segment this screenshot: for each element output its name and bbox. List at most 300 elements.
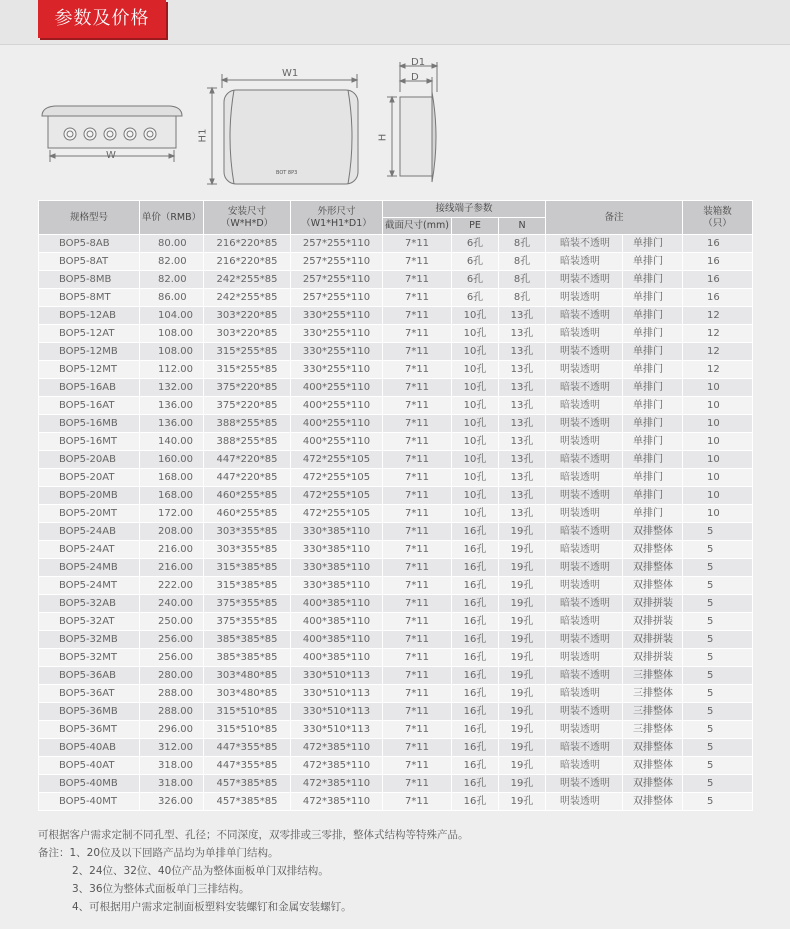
cell-remark-mount: 暗装不透明: [546, 523, 623, 541]
cell-remark-mount: 暗装透明: [546, 757, 623, 775]
cell-model: BOP5-20AT: [39, 469, 140, 487]
cell-remark-door: 双排整体: [623, 523, 683, 541]
cell-outer-size: 330*385*110: [291, 559, 383, 577]
cell-remark-door: 双排整体: [623, 775, 683, 793]
cell-install-size: 303*480*85: [204, 667, 291, 685]
cell-outer-size: 257*255*110: [291, 253, 383, 271]
cell-section: 7*11: [383, 307, 452, 325]
cell-remark-door: 单排门: [623, 235, 683, 253]
cell-price: 108.00: [140, 325, 204, 343]
cell-price: 108.00: [140, 343, 204, 361]
cell-remark-mount: 暗装透明: [546, 541, 623, 559]
cell-qty: 10: [683, 451, 753, 469]
table-row: [39, 289, 753, 307]
cell-model: BOP5-36AB: [39, 667, 140, 685]
cell-model: BOP5-40MB: [39, 775, 140, 793]
table-row: [39, 433, 753, 451]
cell-price: 82.00: [140, 271, 204, 289]
cell-install-size: 315*385*85: [204, 577, 291, 595]
cell-model: BOP5-36MT: [39, 721, 140, 739]
cell-model: BOP5-16AT: [39, 397, 140, 415]
cell-model: BOP5-8AB: [39, 235, 140, 253]
cell-section: 7*11: [383, 343, 452, 361]
cell-outer-size: 257*255*110: [291, 271, 383, 289]
header-qty: 装箱数 （只）: [683, 201, 753, 235]
cell-qty: 10: [683, 433, 753, 451]
cell-price: 82.00: [140, 253, 204, 271]
cell-pe: 16孔: [452, 667, 499, 685]
cell-n: 8孔: [499, 253, 546, 271]
cell-install-size: 315*255*85: [204, 361, 291, 379]
cell-pe: 10孔: [452, 487, 499, 505]
cell-n: 19孔: [499, 775, 546, 793]
cell-remark-mount: 明装不透明: [546, 487, 623, 505]
cell-section: 7*11: [383, 559, 452, 577]
cell-install-size: 375*355*85: [204, 595, 291, 613]
cell-outer-size: 330*255*110: [291, 325, 383, 343]
table-row: [39, 523, 753, 541]
cell-n: 19孔: [499, 541, 546, 559]
header-n: N: [499, 218, 546, 235]
cell-model: BOP5-32AB: [39, 595, 140, 613]
cell-section: 7*11: [383, 577, 452, 595]
cell-section: 7*11: [383, 685, 452, 703]
table-row: [39, 379, 753, 397]
cell-section: 7*11: [383, 325, 452, 343]
cell-remark-door: 三排整体: [623, 703, 683, 721]
dim-label-d1: D1: [411, 57, 426, 68]
cell-remark-door: 单排门: [623, 451, 683, 469]
cell-remark-mount: 明装不透明: [546, 271, 623, 289]
cell-install-size: 375*220*85: [204, 397, 291, 415]
cell-model: BOP5-16MT: [39, 433, 140, 451]
cell-pe: 16孔: [452, 577, 499, 595]
cell-model: BOP5-8MT: [39, 289, 140, 307]
cell-pe: 16孔: [452, 739, 499, 757]
cell-n: 19孔: [499, 721, 546, 739]
cell-section: 7*11: [383, 667, 452, 685]
cell-remark-door: 双排整体: [623, 793, 683, 811]
cell-section: 7*11: [383, 703, 452, 721]
cell-remark-door: 单排门: [623, 487, 683, 505]
cell-model: BOP5-20AB: [39, 451, 140, 469]
cell-section: 7*11: [383, 775, 452, 793]
cell-qty: 5: [683, 793, 753, 811]
cell-price: 216.00: [140, 541, 204, 559]
dim-label-w: W: [106, 150, 116, 161]
cell-outer-size: 400*255*110: [291, 415, 383, 433]
cell-pe: 16孔: [452, 631, 499, 649]
cell-model: BOP5-16MB: [39, 415, 140, 433]
cell-install-size: 242*255*85: [204, 271, 291, 289]
cell-model: BOP5-40AT: [39, 757, 140, 775]
cell-outer-size: 472*385*110: [291, 793, 383, 811]
table-row: [39, 505, 753, 523]
cell-price: 160.00: [140, 451, 204, 469]
cell-price: 312.00: [140, 739, 204, 757]
cell-pe: 10孔: [452, 361, 499, 379]
note-line: 2、24位、32位、40位产品为整体面板单门双排结构。: [72, 865, 329, 877]
cell-section: 7*11: [383, 541, 452, 559]
cell-outer-size: 400*385*110: [291, 649, 383, 667]
cell-section: 7*11: [383, 649, 452, 667]
cell-section: 7*11: [383, 631, 452, 649]
cell-install-size: 242*255*85: [204, 289, 291, 307]
cell-pe: 10孔: [452, 469, 499, 487]
cell-n: 13孔: [499, 433, 546, 451]
table-row: [39, 559, 753, 577]
cell-pe: 10孔: [452, 433, 499, 451]
cell-qty: 10: [683, 469, 753, 487]
cell-qty: 16: [683, 253, 753, 271]
cell-n: 8孔: [499, 271, 546, 289]
cell-n: 8孔: [499, 289, 546, 307]
cell-model: BOP5-24MT: [39, 577, 140, 595]
table-row: [39, 271, 753, 289]
cell-model: BOP5-24AB: [39, 523, 140, 541]
cell-pe: 6孔: [452, 235, 499, 253]
cell-remark-mount: 明装不透明: [546, 415, 623, 433]
cell-pe: 16孔: [452, 559, 499, 577]
cell-outer-size: 472*255*105: [291, 451, 383, 469]
cell-remark-door: 单排门: [623, 379, 683, 397]
cell-pe: 16孔: [452, 649, 499, 667]
cell-section: 7*11: [383, 793, 452, 811]
table-row: [39, 577, 753, 595]
table-row: [39, 739, 753, 757]
cell-n: 19孔: [499, 649, 546, 667]
cell-install-size: 447*220*85: [204, 451, 291, 469]
cell-price: 288.00: [140, 703, 204, 721]
table-row: [39, 703, 753, 721]
cell-section: 7*11: [383, 487, 452, 505]
cell-n: 19孔: [499, 685, 546, 703]
header-terminal: 接线端子参数: [383, 201, 546, 218]
table-row: [39, 793, 753, 811]
cell-model: BOP5-12AT: [39, 325, 140, 343]
cell-n: 13孔: [499, 325, 546, 343]
note-line: 可根据客户需求定制不同孔型、孔径；不同深度，双零排或三零排，整体式结构等特殊产品。: [38, 829, 469, 841]
cell-remark-mount: 暗装透明: [546, 613, 623, 631]
cell-price: 240.00: [140, 595, 204, 613]
section-title: 参数及价格: [38, 0, 166, 38]
dim-label-h: H: [377, 133, 389, 142]
cell-price: 280.00: [140, 667, 204, 685]
cell-remark-door: 单排门: [623, 307, 683, 325]
cell-price: 222.00: [140, 577, 204, 595]
header-install-size: 安装尺寸 （W*H*D）: [204, 201, 291, 235]
cell-qty: 5: [683, 739, 753, 757]
cell-price: 86.00: [140, 289, 204, 307]
cell-qty: 5: [683, 685, 753, 703]
cell-remark-mount: 明装不透明: [546, 631, 623, 649]
cell-section: 7*11: [383, 361, 452, 379]
cell-model: BOP5-36AT: [39, 685, 140, 703]
cell-price: 132.00: [140, 379, 204, 397]
cell-qty: 5: [683, 595, 753, 613]
cell-pe: 16孔: [452, 595, 499, 613]
cell-n: 19孔: [499, 595, 546, 613]
cell-pe: 16孔: [452, 685, 499, 703]
table-row: [39, 631, 753, 649]
cell-price: 140.00: [140, 433, 204, 451]
notes-section: [38, 826, 758, 916]
cell-qty: 5: [683, 757, 753, 775]
cell-section: 7*11: [383, 523, 452, 541]
cell-remark-mount: 暗装不透明: [546, 595, 623, 613]
cell-price: 172.00: [140, 505, 204, 523]
cell-install-size: 447*220*85: [204, 469, 291, 487]
table-row: [39, 307, 753, 325]
cell-remark-door: 三排整体: [623, 685, 683, 703]
cell-qty: 5: [683, 721, 753, 739]
cell-model: BOP5-40AB: [39, 739, 140, 757]
cell-qty: 12: [683, 343, 753, 361]
table-row: [39, 595, 753, 613]
cell-remark-mount: 暗装不透明: [546, 235, 623, 253]
cell-price: 168.00: [140, 487, 204, 505]
cell-install-size: 447*355*85: [204, 739, 291, 757]
cell-section: 7*11: [383, 397, 452, 415]
cell-model: BOP5-12MT: [39, 361, 140, 379]
cell-remark-door: 单排门: [623, 415, 683, 433]
cell-remark-door: 双排整体: [623, 739, 683, 757]
cell-remark-mount: 暗装不透明: [546, 451, 623, 469]
cell-outer-size: 330*510*113: [291, 667, 383, 685]
cell-remark-mount: 明装透明: [546, 793, 623, 811]
cell-remark-door: 双排拼装: [623, 613, 683, 631]
cell-price: 104.00: [140, 307, 204, 325]
cell-pe: 10孔: [452, 397, 499, 415]
cell-n: 19孔: [499, 703, 546, 721]
cell-remark-mount: 明装透明: [546, 289, 623, 307]
cell-model: BOP5-36MB: [39, 703, 140, 721]
cell-model: BOP5-12AB: [39, 307, 140, 325]
spec-price-table: [38, 200, 753, 811]
cell-pe: 10孔: [452, 451, 499, 469]
cell-n: 19孔: [499, 559, 546, 577]
table-row: [39, 469, 753, 487]
dimension-diagrams: [0, 52, 790, 198]
cell-price: 296.00: [140, 721, 204, 739]
cell-section: 7*11: [383, 433, 452, 451]
cell-install-size: 303*480*85: [204, 685, 291, 703]
cell-outer-size: 472*255*105: [291, 469, 383, 487]
cell-qty: 10: [683, 415, 753, 433]
cell-install-size: 375*355*85: [204, 613, 291, 631]
cell-install-size: 303*220*85: [204, 307, 291, 325]
cell-install-size: 315*255*85: [204, 343, 291, 361]
cell-n: 13孔: [499, 505, 546, 523]
header-price: 单价（RMB）: [140, 201, 204, 235]
cell-price: 318.00: [140, 775, 204, 793]
cell-price: 168.00: [140, 469, 204, 487]
cell-remark-mount: 明装透明: [546, 649, 623, 667]
cell-model: BOP5-32MT: [39, 649, 140, 667]
cell-n: 13孔: [499, 361, 546, 379]
table-row: [39, 667, 753, 685]
cell-remark-door: 双排拼装: [623, 595, 683, 613]
cell-qty: 10: [683, 379, 753, 397]
cell-qty: 10: [683, 397, 753, 415]
cell-outer-size: 400*385*110: [291, 631, 383, 649]
cell-pe: 10孔: [452, 415, 499, 433]
table-row: [39, 685, 753, 703]
cell-remark-mount: 暗装不透明: [546, 739, 623, 757]
cell-n: 13孔: [499, 469, 546, 487]
cell-section: 7*11: [383, 469, 452, 487]
cell-section: 7*11: [383, 235, 452, 253]
cell-outer-size: 330*255*110: [291, 361, 383, 379]
cell-n: 8孔: [499, 235, 546, 253]
cell-install-size: 375*220*85: [204, 379, 291, 397]
cell-model: BOP5-8MB: [39, 271, 140, 289]
cell-remark-mount: 暗装不透明: [546, 667, 623, 685]
cell-install-size: 447*355*85: [204, 757, 291, 775]
cell-outer-size: 472*385*110: [291, 739, 383, 757]
cell-pe: 16孔: [452, 775, 499, 793]
cell-remark-door: 单排门: [623, 469, 683, 487]
cell-outer-size: 400*255*110: [291, 397, 383, 415]
cell-remark-mount: 明装不透明: [546, 775, 623, 793]
cell-remark-door: 双排拼装: [623, 631, 683, 649]
cell-outer-size: 330*255*110: [291, 307, 383, 325]
cell-model: BOP5-8AT: [39, 253, 140, 271]
dim-label-h1: H1: [197, 128, 209, 143]
note-line: 3、36位为整体式面板单门三排结构。: [72, 883, 250, 895]
cell-n: 13孔: [499, 343, 546, 361]
cell-n: 19孔: [499, 631, 546, 649]
cell-install-size: 315*385*85: [204, 559, 291, 577]
table-row: [39, 775, 753, 793]
cell-pe: 6孔: [452, 289, 499, 307]
cell-section: 7*11: [383, 271, 452, 289]
table-row: [39, 649, 753, 667]
table-body: [39, 235, 753, 811]
cell-outer-size: 330*385*110: [291, 577, 383, 595]
cell-install-size: 388*255*85: [204, 415, 291, 433]
cell-model: BOP5-12MB: [39, 343, 140, 361]
cell-remark-door: 三排整体: [623, 721, 683, 739]
cell-remark-door: 单排门: [623, 361, 683, 379]
cell-model: BOP5-32AT: [39, 613, 140, 631]
cell-remark-door: 双排整体: [623, 757, 683, 775]
cell-remark-mount: 明装透明: [546, 361, 623, 379]
header-section: 截面尺寸(mm): [383, 218, 452, 235]
cell-price: 318.00: [140, 757, 204, 775]
cell-remark-door: 单排门: [623, 397, 683, 415]
table-row: [39, 487, 753, 505]
table-row: [39, 541, 753, 559]
cell-remark-mount: 暗装不透明: [546, 307, 623, 325]
cell-remark-mount: 暗装透明: [546, 253, 623, 271]
cell-remark-mount: 明装不透明: [546, 559, 623, 577]
cell-pe: 16孔: [452, 757, 499, 775]
cell-n: 13孔: [499, 487, 546, 505]
cell-model: BOP5-40MT: [39, 793, 140, 811]
cell-outer-size: 330*510*113: [291, 721, 383, 739]
cell-pe: 16孔: [452, 703, 499, 721]
cell-qty: 5: [683, 541, 753, 559]
cell-remark-door: 单排门: [623, 325, 683, 343]
cell-qty: 5: [683, 577, 753, 595]
cell-remark-door: 单排门: [623, 505, 683, 523]
note-line: 4、可根据用户需求定制面板塑料安装螺钉和金属安装螺钉。: [72, 901, 352, 913]
cell-qty: 5: [683, 631, 753, 649]
cell-pe: 16孔: [452, 523, 499, 541]
cell-remark-door: 双排拼装: [623, 649, 683, 667]
cell-qty: 12: [683, 325, 753, 343]
cell-remark-door: 单排门: [623, 271, 683, 289]
table-row: [39, 397, 753, 415]
dim-label-d: D: [411, 72, 419, 83]
cell-install-size: 457*385*85: [204, 775, 291, 793]
cell-section: 7*11: [383, 415, 452, 433]
cell-n: 19孔: [499, 613, 546, 631]
cell-qty: 5: [683, 559, 753, 577]
cell-outer-size: 330*385*110: [291, 541, 383, 559]
cell-pe: 16孔: [452, 721, 499, 739]
cell-remark-mount: 暗装透明: [546, 397, 623, 415]
cell-outer-size: 330*510*113: [291, 703, 383, 721]
table-row: [39, 451, 753, 469]
cell-qty: 12: [683, 307, 753, 325]
brand-label: BOT 8P3: [276, 170, 298, 176]
table-row: [39, 613, 753, 631]
cell-price: 250.00: [140, 613, 204, 631]
cell-remark-mount: 暗装透明: [546, 685, 623, 703]
cell-outer-size: 400*255*110: [291, 433, 383, 451]
cell-outer-size: 257*255*110: [291, 235, 383, 253]
cell-n: 13孔: [499, 307, 546, 325]
cell-remark-door: 双排整体: [623, 559, 683, 577]
cell-price: 256.00: [140, 649, 204, 667]
cell-n: 13孔: [499, 379, 546, 397]
cell-n: 19孔: [499, 523, 546, 541]
cell-n: 19孔: [499, 739, 546, 757]
header-outer-size: 外形尺寸 （W1*H1*D1）: [291, 201, 383, 235]
cell-price: 208.00: [140, 523, 204, 541]
cell-n: 13孔: [499, 397, 546, 415]
cell-install-size: 303*220*85: [204, 325, 291, 343]
cell-remark-mount: 暗装不透明: [546, 379, 623, 397]
cell-remark-mount: 明装透明: [546, 433, 623, 451]
cell-pe: 10孔: [452, 307, 499, 325]
cell-outer-size: 472*255*105: [291, 505, 383, 523]
cell-n: 19孔: [499, 793, 546, 811]
cell-model: BOP5-16AB: [39, 379, 140, 397]
cell-section: 7*11: [383, 595, 452, 613]
cell-remark-mount: 明装不透明: [546, 703, 623, 721]
dimension-drawings: [0, 52, 790, 198]
cell-outer-size: 330*255*110: [291, 343, 383, 361]
cell-install-size: 315*510*85: [204, 721, 291, 739]
cell-outer-size: 400*255*110: [291, 379, 383, 397]
cell-qty: 16: [683, 271, 753, 289]
cell-outer-size: 472*255*105: [291, 487, 383, 505]
cell-remark-mount: 明装透明: [546, 577, 623, 595]
cell-remark-mount: 暗装透明: [546, 469, 623, 487]
cell-price: 112.00: [140, 361, 204, 379]
cell-model: BOP5-24MB: [39, 559, 140, 577]
table-row: [39, 235, 753, 253]
cell-remark-door: 单排门: [623, 433, 683, 451]
table-row: [39, 253, 753, 271]
table-row: [39, 721, 753, 739]
cell-qty: 16: [683, 235, 753, 253]
cell-outer-size: 472*385*110: [291, 757, 383, 775]
cell-n: 13孔: [499, 415, 546, 433]
